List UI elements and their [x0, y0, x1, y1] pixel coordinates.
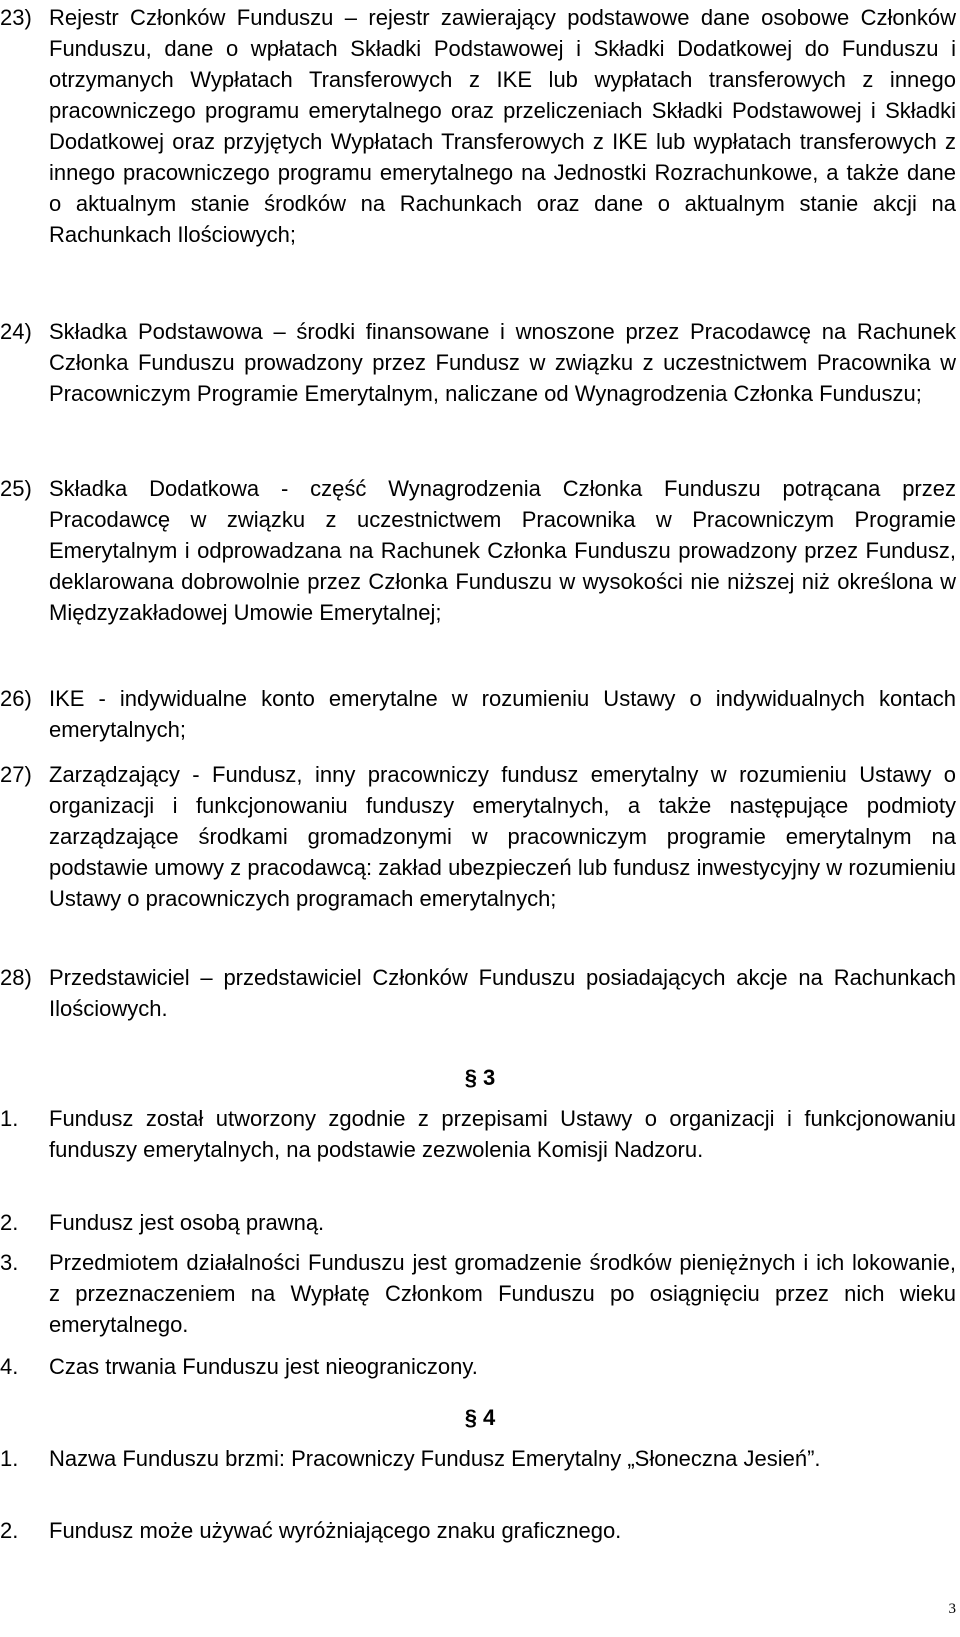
definition-item-24 — [0, 316, 956, 409]
point-number: 3. — [0, 1250, 19, 1275]
definition-item-23 — [0, 2, 956, 250]
definition-text: IKE - indywidualne konto emerytalne w rozumieniu Ustawy o indywidualnych kontach emerytalnych; — [49, 686, 956, 742]
definition-text: Zarządzający - Fundusz, inny pracowniczy fundusz emerytalny w rozumieniu Ustawy o organizacji i funkcjonowaniu funduszy emerytalnych, a także następujące podmioty zarządzające środkami gromadzonymi w pracowniczym programie emerytalnym na podstawie umowy z pracodawcą: zakład ubezpieczeń lub fundusz inwestycyjny w rozumieniu Ustawy o pracowniczych programach emerytalnych; — [49, 762, 956, 911]
definition-text: Składka Dodatkowa - część Wynagrodzenia Członka Funduszu potrącana przez Pracodawcę w związku z uczestnictwem Pracownika w Pracowniczym Programie Emerytalnym i odprowadzana na Rachunek Członka Funduszu prowadzony przez Fundusz, deklarowana dobrowolnie przez Członka Funduszu w wysokości nie niższej niż określona w Międzyzakładowej Umowie Emerytalnej; — [49, 476, 956, 625]
definition-number: 27) — [0, 762, 32, 787]
section-3-heading: § 3 — [464, 1065, 496, 1090]
point-text: Nazwa Funduszu brzmi: Pracowniczy Fundusz Emerytalny „Słoneczna Jesień”. — [49, 1446, 821, 1471]
point-text: Przedmiotem działalności Funduszu jest gromadzenie środków pieniężnych i ich lokowanie, z przeznaczeniem na Wypłatę Członkom Funduszu po osiągnięciu przez nich wieku emerytalnego. — [49, 1250, 956, 1337]
section-3-point-2 — [0, 1207, 956, 1238]
section-3-point-4 — [0, 1351, 956, 1382]
page-number: 3 — [948, 1601, 956, 1617]
section-3-point-3 — [0, 1247, 956, 1340]
point-number: 1. — [0, 1446, 19, 1471]
definition-number: 25) — [0, 476, 32, 501]
definition-item-26 — [0, 683, 956, 745]
point-number: 2. — [0, 1210, 19, 1235]
section-4-point-1 — [0, 1443, 956, 1474]
definition-text: Przedstawiciel – przedstawiciel Członków Funduszu posiadających akcje na Rachunkach Ilościowych. — [49, 965, 956, 1021]
definition-text: Rejestr Członków Funduszu – rejestr zawierający podstawowe dane osobowe Członków Funduszu, dane o wpłatach Składki Podstawowej i Składki Dodatkowej do Funduszu i otrzymanych Wypłatach Transferowych z IKE lub wypłatach transferowych z innego pracowniczego programu emerytalnego oraz przeliczeniach Składki Podstawowej i Składki Dodatkowej oraz przyjętych Wypłatach Transferowych z IKE lub wypłatach transferowych z innego pracowniczego programu emerytalnego na Jednostki Rozrachunkowe, a także dane o aktualnym stanie środków na Rachunkach oraz dane o aktualnym stanie akcji na Rachunkach Ilościowych; — [49, 5, 956, 247]
definition-item-27 — [0, 759, 956, 914]
definition-number: 26) — [0, 686, 32, 711]
section-4-heading: § 4 — [464, 1405, 496, 1430]
point-number: 2. — [0, 1518, 19, 1543]
definition-item-25 — [0, 473, 956, 628]
definition-item-28 — [0, 962, 956, 1024]
point-text: Fundusz może używać wyróżniającego znaku graficznego. — [49, 1518, 622, 1543]
definition-text: Składka Podstawowa – środki finansowane i wnoszone przez Pracodawcę na Rachunek Członka Funduszu prowadzony przez Fundusz w związku z uczestnictwem Pracownika w Pracowniczym Programie Emerytalnym, naliczane od Wynagrodzenia Członka Funduszu; — [49, 319, 956, 406]
point-text: Czas trwania Funduszu jest nieograniczony. — [49, 1354, 478, 1379]
section-4-point-2 — [0, 1515, 956, 1546]
point-text: Fundusz został utworzony zgodnie z przepisami Ustawy o organizacji i funkcjonowaniu funduszy emerytalnych, na podstawie zezwolenia Komisji Nadzoru. — [49, 1106, 956, 1162]
point-number: 1. — [0, 1106, 19, 1131]
definition-number: 28) — [0, 965, 32, 990]
point-number: 4. — [0, 1354, 19, 1379]
definition-number: 23) — [0, 5, 32, 30]
definition-number: 24) — [0, 319, 32, 344]
point-text: Fundusz jest osobą prawną. — [49, 1210, 325, 1235]
section-3-point-1 — [0, 1103, 956, 1165]
